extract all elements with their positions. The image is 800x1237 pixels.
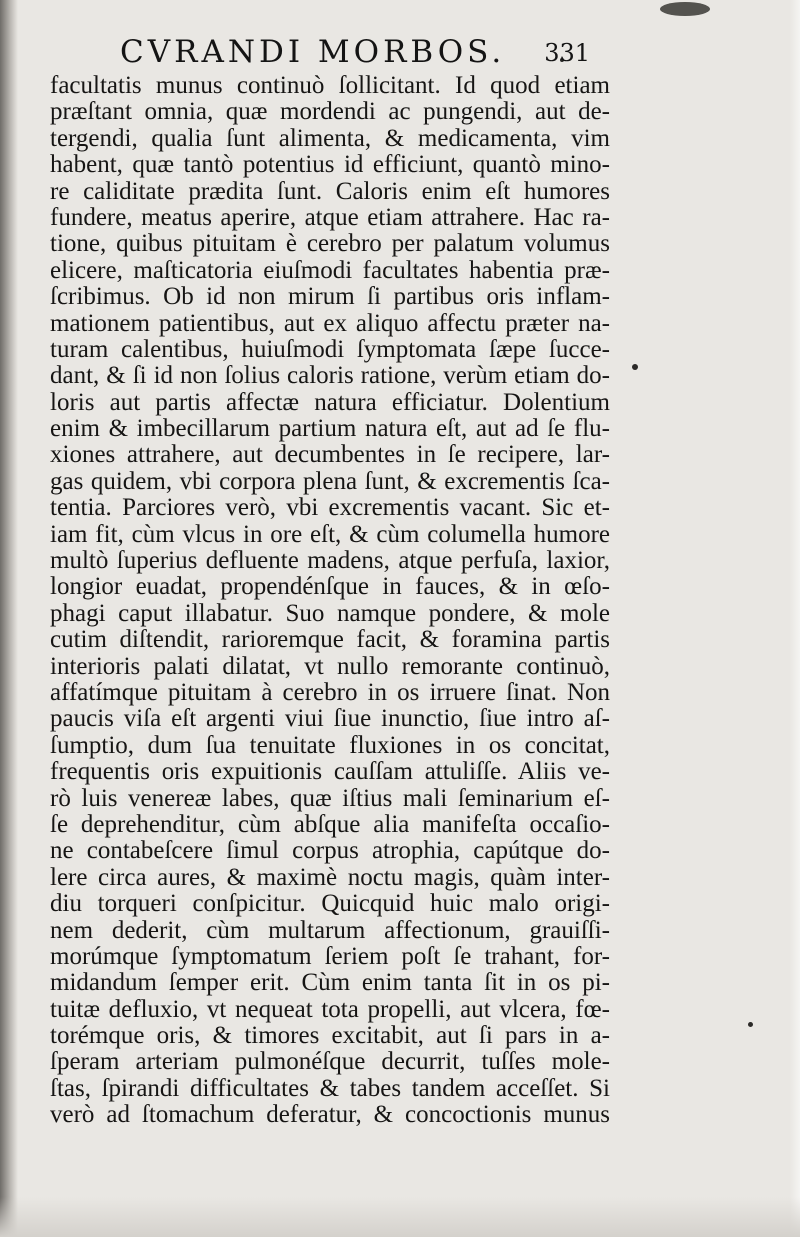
- text-line: enim & imbecillarum partium natura eſt, aut ad ſe flu-: [50, 415, 610, 443]
- text-line: præſtant omnia, quæ mordendi ac pungendi, aut de-: [50, 98, 610, 126]
- text-line: tergendi, qualia ſunt alimenta, & medicamenta, vim: [50, 124, 610, 152]
- text-line: turam calentibus, huiuſmodi ſymptomata ſæpe ſucce-: [50, 335, 610, 363]
- text-line: multò ſuperius defluente madens, atque perfuſa, laxior,: [50, 547, 610, 575]
- text-line: nem dederit, cùm multarum affectionum, grauiſſi-: [50, 916, 610, 944]
- running-title: CVRANDI MORBOS.: [120, 34, 506, 70]
- body-text: [50, 73, 610, 1129]
- text-line: habent, quæ tantò potentius id efficiunt, quantò mino-: [50, 151, 610, 179]
- text-line: gas quidem, vbi corpora plena ſunt, & excrementis ſca-: [50, 467, 610, 495]
- text-line: dant, & ſi id non ſolius caloris ratione, verùm etiam do-: [50, 362, 610, 390]
- text-line: tione, quibus pituitam è cerebro per palatum volumus: [50, 230, 610, 258]
- text-line: torémque oris, & timores excitabit, aut ſi pars in a-: [50, 1022, 610, 1050]
- page-header: [120, 34, 590, 70]
- text-line: mationem patientibus, aut ex aliquo affectu præter na-: [50, 309, 610, 337]
- text-line: frequentis oris expuitionis cauſſam attuliſſe. Aliis ve-: [50, 758, 610, 786]
- text-line: iam fit, cùm vlcus in ore eſt, & cùm columella humore: [50, 520, 610, 548]
- text-line: ſperam arteriam pulmonéſque decurrit, tuſſes mole-: [50, 1048, 610, 1076]
- text-line: affatímque pituitam à cerebro in os irruere ſinat. Non: [50, 678, 610, 706]
- ink-speck: [632, 364, 638, 370]
- text-line: loris aut partis affectæ natura efficiatur. Dolentium: [50, 388, 610, 416]
- text-line: rò luis venereæ labes, quæ iſtius mali ſeminarium eſ-: [50, 784, 610, 812]
- text-line: diu torqueri conſpicitur. Quicquid huic malo origi-: [50, 890, 610, 918]
- text-line: interioris palati dilatat, vt nullo remorante continuò,: [50, 652, 610, 680]
- text-line: tuitæ defluxio, vt nequeat tota propelli, aut vlcera, fœ-: [50, 995, 610, 1023]
- text-line: verò ad ſtomachum deferatur, & concoctionis munus: [50, 1101, 610, 1129]
- page-bottom-shadow: [0, 1197, 800, 1237]
- text-line: ſtas, ſpirandi difficultates & tabes tandem acceſſet. Si: [50, 1074, 610, 1102]
- text-line: ſumptio, dum ſua tenuitate fluxiones in os concitat,: [50, 731, 610, 759]
- ink-blot: [660, 2, 710, 16]
- text-line: morúmque ſymptomatum ſeriem poſt ſe trahant, for-: [50, 942, 610, 970]
- text-line: ſe deprehenditur, cùm abſque alia manifeſta occaſio-: [50, 810, 610, 838]
- text-line: midandum ſemper erit. Cùm enim tanta ſit in os pi-: [50, 969, 610, 997]
- text-line: fundere, meatus aperire, atque etiam attrahere. Hac ra-: [50, 203, 610, 231]
- text-line: paucis viſa eſt argenti viui ſiue inunctio, ſiue intro aſ-: [50, 705, 610, 733]
- text-line: phagi caput illabatur. Suo namque pondere, & mole: [50, 599, 610, 627]
- text-line: xiones attrahere, aut decumbentes in ſe recipere, lar-: [50, 441, 610, 469]
- ink-speck: [748, 1022, 753, 1027]
- text-line: cutim diſtendit, rarioremque facit, & foramina partis: [50, 626, 610, 654]
- page-gutter-shadow: [0, 0, 18, 1237]
- text-line: ne contabeſcere ſimul corpus atrophia, capútque do-: [50, 837, 610, 865]
- text-line: re caliditate prædita ſunt. Caloris enim eſt humores: [50, 177, 610, 205]
- text-line: facultatis munus continuò ſollicitant. Id quod etiam: [50, 72, 610, 99]
- page-number: 331: [544, 39, 590, 67]
- text-line: longior euadat, propendénſque in fauces, & in œſo-: [50, 573, 610, 601]
- text-line: ſcribimus. Ob id non mirum ſi partibus oris inflam-: [50, 283, 610, 311]
- text-line: lere circa aures, & maximè noctu magis, quàm inter-: [50, 863, 610, 891]
- text-line: elicere, maſticatoria eiuſmodi facultates habentia præ-: [50, 256, 610, 284]
- page-right-edge: [790, 0, 800, 1237]
- text-line: tentia. Parciores verò, vbi excrementis vacant. Sic et-: [50, 494, 610, 522]
